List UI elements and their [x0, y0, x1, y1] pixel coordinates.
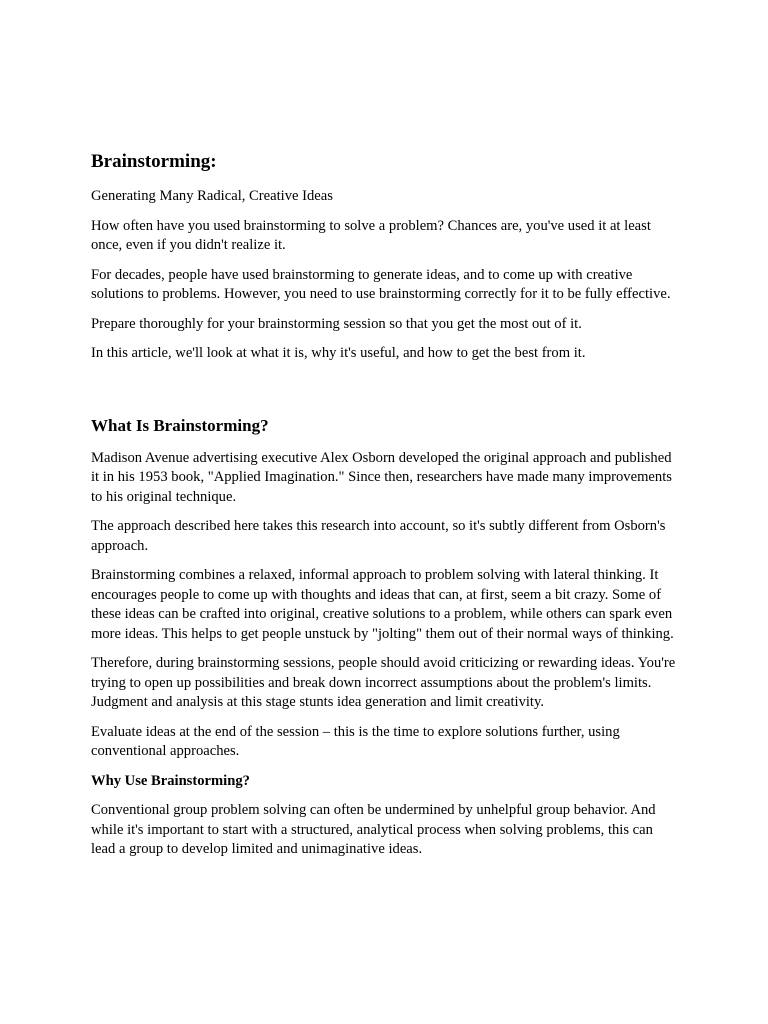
- document-subtitle: Generating Many Radical, Creative Ideas: [91, 188, 333, 204]
- why-heading: Why Use Brainstorming?: [91, 772, 250, 789]
- section-paragraph: Therefore, during brainstorming sessions, people should avoid criticizing or rewarding ideas. You're trying to open up possibilities and break down incorrect assumptions about the problem's limits. Judgment and analysis at this stage stunts idea generation and limit creativity.: [91, 655, 676, 710]
- intro-paragraph: For decades, people have used brainstorming to generate ideas, and to come up with creative solutions to problems. However, you need to use brainstorming correctly for it to be fully effective.: [91, 266, 671, 302]
- intro-paragraph: Prepare thoroughly for your brainstorming session so that you get the most out of it.: [91, 315, 582, 332]
- section-paragraph: Madison Avenue advertising executive Alex Osborn developed the original approach and published it in his 1953 book, "Applied Imagination." Since then, researchers have made many improvements to his original technique.: [91, 449, 672, 505]
- section-heading: What Is Brainstorming?: [91, 415, 269, 435]
- section-paragraph: Brainstorming combines a relaxed, informal approach to problem solving with lateral thinking. It encourages people to come up with thoughts and ideas that can, at first, seem a bit crazy. Some of these ideas can be crafted into original, creative solutions to a problem, while others can spark even more ideas. This helps to get people unstuck by "jolting" them out of their normal ways of thinking.: [91, 567, 674, 642]
- section-paragraph: The approach described here takes this research into account, so it's subtly different from Osborn's approach.: [91, 518, 666, 554]
- intro-paragraph: In this article, we'll look at what it is, why it's useful, and how to get the best from it.: [91, 345, 586, 361]
- section-paragraph: Evaluate ideas at the end of the session – this is the time to explore solutions further, using conventional approaches.: [91, 723, 620, 759]
- intro-paragraph: How often have you used brainstorming to solve a problem? Chances are, you've used it at least once, even if you didn't realize it.: [91, 217, 651, 253]
- why-paragraph: Conventional group problem solving can often be undermined by unhelpful group behavior. And while it's important to start with a structured, analytical process when solving problems, this can lead a group to develop limited and unimaginative ideas.: [91, 802, 656, 857]
- document-title: Brainstorming:: [91, 151, 217, 172]
